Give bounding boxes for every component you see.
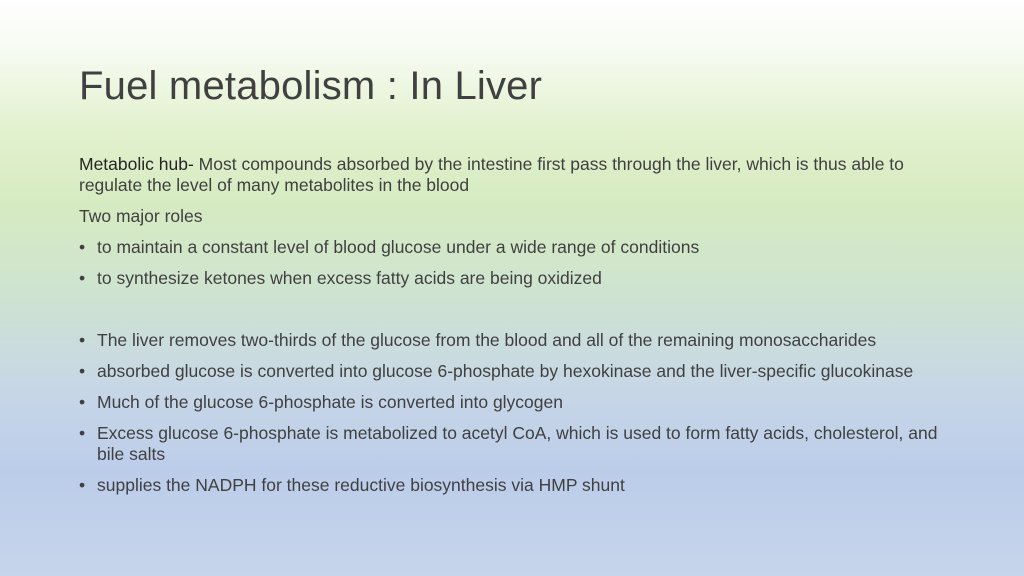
list-item [79, 361, 959, 382]
roles-list [79, 237, 959, 289]
bullet-icon: • [79, 475, 86, 495]
list-item-text: absorbed glucose is converted into glucose 6-phosphate by hexokinase and the liver-specific glucokinase [97, 361, 914, 381]
list-item-text: to synthesize ketones when excess fatty acids are being oxidized [97, 268, 602, 288]
bullet-icon: • [79, 268, 86, 288]
roles-heading: Two major roles [79, 206, 203, 226]
list-item [79, 423, 959, 465]
bullet-icon: • [79, 237, 86, 257]
list-item [79, 237, 959, 258]
list-item-text: Excess glucose 6-phosphate is metabolized to acetyl CoA, which is used to form fatty acids, cholesterol, and bile salts [97, 423, 938, 464]
list-item-text: Much of the glucose 6-phosphate is converted into glycogen [97, 392, 563, 412]
intro-label: Metabolic hub- [79, 154, 194, 174]
slide-title: Fuel metabolism : In Liver [79, 64, 543, 108]
liver-points-list [79, 330, 959, 496]
intro-text: Most compounds absorbed by the intestine first pass through the liver, which is thus able to regulate the level of many metabolites in the blood [79, 154, 904, 195]
list-item [79, 330, 959, 351]
list-item [79, 268, 959, 289]
list-item-text: to maintain a constant level of blood glucose under a wide range of conditions [97, 237, 700, 257]
bullet-icon: • [79, 330, 86, 350]
slide-body [79, 154, 959, 506]
list-item-text: supplies the NADPH for these reductive biosynthesis via HMP shunt [97, 475, 625, 495]
bullet-icon: • [79, 392, 86, 412]
list-item [79, 392, 959, 413]
list-item [79, 475, 959, 496]
list-item-text: The liver removes two-thirds of the glucose from the blood and all of the remaining monosaccharides [97, 330, 877, 350]
bullet-icon: • [79, 361, 86, 381]
bullet-icon: • [79, 423, 86, 443]
intro-paragraph [79, 154, 959, 196]
